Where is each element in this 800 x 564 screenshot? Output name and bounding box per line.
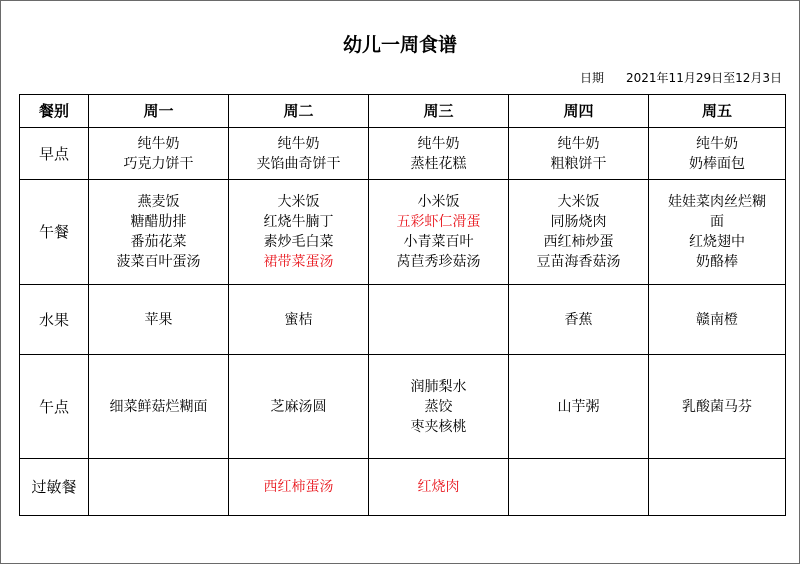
dish-item: 西红柿炒蛋 xyxy=(543,234,614,250)
dish-item: 纯牛奶 xyxy=(417,135,460,152)
menu-cell xyxy=(369,285,509,355)
dish-item: 蒸桂花糕 xyxy=(410,155,467,172)
menu-cell xyxy=(509,180,649,285)
page-title: 幼儿一周食谱 xyxy=(342,34,457,56)
menu-cell xyxy=(649,459,786,516)
dish-item: 糖醋肋排 xyxy=(130,214,187,230)
dish-item: 纯牛奶 xyxy=(557,135,600,152)
menu-cell xyxy=(89,355,229,459)
menu-cell xyxy=(369,128,509,180)
menu-table xyxy=(19,94,786,516)
dish-item: 大米饭 xyxy=(557,194,600,210)
menu-cell xyxy=(649,285,786,355)
header-row xyxy=(20,95,786,128)
menu-cell xyxy=(229,128,369,180)
dish-item: 纯牛奶 xyxy=(137,135,180,152)
date-value: 2021年11月29日至12月3日 xyxy=(626,71,782,85)
menu-cell xyxy=(509,285,649,355)
meal-label: 午餐 xyxy=(20,180,89,285)
dish-item: 西红柿蛋汤 xyxy=(263,479,334,495)
dish-item: 奶棒面包 xyxy=(689,155,745,172)
menu-cell xyxy=(229,285,369,355)
dish-item: 小青菜百叶 xyxy=(403,234,474,250)
menu-cell xyxy=(89,285,229,355)
dish-item: 番茄花菜 xyxy=(130,234,187,250)
dish-item: 同肠烧肉 xyxy=(550,214,607,230)
menu-cell xyxy=(649,128,786,180)
menu-cell xyxy=(509,355,649,459)
table-row xyxy=(20,285,786,355)
dish-item: 红烧肉 xyxy=(417,479,460,495)
table-row xyxy=(20,180,786,285)
dish-item: 赣南橙 xyxy=(696,311,738,328)
dish-item: 细菜鲜菇烂糊面 xyxy=(109,398,208,415)
dish-item: 五彩虾仁滑蛋 xyxy=(396,214,481,230)
table-row xyxy=(20,355,786,459)
header-wed: 周三 xyxy=(369,95,509,128)
dish-item: 蒸饺 xyxy=(424,398,453,415)
dish-item: 苹果 xyxy=(144,311,173,328)
dish-item: 娃娃菜肉丝烂糊 xyxy=(668,194,766,210)
dish-item: 素炒毛白菜 xyxy=(263,234,334,250)
dish-item: 夹馅曲奇饼干 xyxy=(256,155,341,172)
dish-item: 菠菜百叶蛋汤 xyxy=(116,254,201,270)
dish-item: 润肺梨水 xyxy=(410,378,467,395)
menu-cell xyxy=(649,355,786,459)
dish-item: 粗粮饼干 xyxy=(550,155,607,172)
dish-item: 蜜桔 xyxy=(284,311,313,328)
header-thu: 周四 xyxy=(509,95,649,128)
dish-item: 小米饭 xyxy=(417,194,460,210)
menu-cell xyxy=(369,180,509,285)
dish-item: 香蕉 xyxy=(564,311,593,328)
header-fri: 周五 xyxy=(649,95,786,128)
date-range xyxy=(580,69,782,86)
dish-item: 红烧翅中 xyxy=(689,234,745,250)
dish-item: 山芋粥 xyxy=(557,398,600,415)
header-mon: 周一 xyxy=(89,95,229,128)
menu-cell xyxy=(89,459,229,516)
table-row xyxy=(20,459,786,516)
menu-cell xyxy=(89,180,229,285)
menu-cell xyxy=(229,180,369,285)
menu-cell xyxy=(229,459,369,516)
dish-item: 面 xyxy=(710,214,724,230)
dish-item: 红烧牛腩丁 xyxy=(263,214,334,230)
menu-cell xyxy=(649,180,786,285)
meal-label: 午点 xyxy=(20,355,89,459)
dish-item: 大米饭 xyxy=(277,194,320,210)
dish-item: 纯牛奶 xyxy=(277,135,320,152)
dish-item: 巧克力饼干 xyxy=(123,155,194,172)
menu-cell xyxy=(89,128,229,180)
dish-item: 枣夹核桃 xyxy=(410,418,467,435)
dish-item: 莴苣秀珍菇汤 xyxy=(396,254,481,270)
date-label: 日期 xyxy=(580,71,605,85)
header-tue: 周二 xyxy=(229,95,369,128)
dish-item: 乳酸菌马芬 xyxy=(682,398,752,415)
table-row xyxy=(20,128,786,180)
dish-item: 奶酪棒 xyxy=(696,254,738,270)
menu-cell xyxy=(369,355,509,459)
dish-item: 芝麻汤圆 xyxy=(270,398,327,415)
menu-cell xyxy=(229,355,369,459)
dish-item: 裙带菜蛋汤 xyxy=(263,254,334,270)
meal-label: 过敏餐 xyxy=(20,459,89,516)
dish-item: 纯牛奶 xyxy=(696,135,738,152)
meal-label: 早点 xyxy=(20,128,89,180)
meal-label: 水果 xyxy=(20,285,89,355)
menu-cell xyxy=(509,128,649,180)
menu-cell xyxy=(509,459,649,516)
dish-item: 燕麦饭 xyxy=(137,194,180,210)
header-meal: 餐别 xyxy=(20,95,89,128)
menu-cell xyxy=(369,459,509,516)
dish-item: 豆苗海香菇汤 xyxy=(536,254,621,270)
